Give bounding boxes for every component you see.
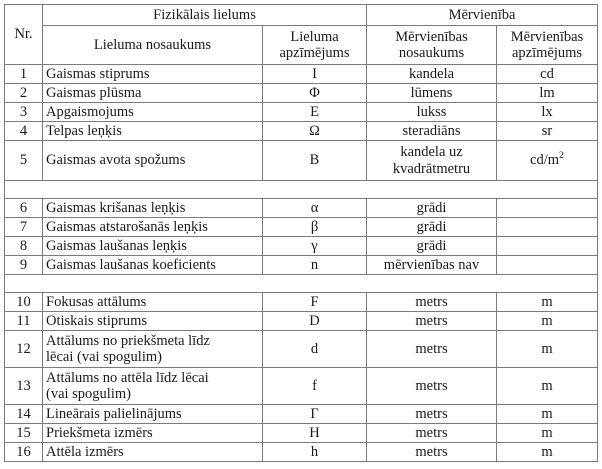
row-unit-symbol: m (497, 443, 598, 462)
row-unit-symbol: lm (497, 84, 598, 103)
row-nr: 16 (5, 443, 43, 462)
row-quantity-symbol: B (263, 141, 367, 181)
row-quantity-name-line1: Attālums no priekšmeta līdz (46, 332, 210, 349)
row-quantity-symbol: γ (263, 237, 367, 256)
table-row (5, 405, 598, 424)
header-unit-symbol (497, 26, 598, 65)
row-quantity-symbol: E (263, 103, 367, 122)
row-nr: 15 (5, 424, 43, 443)
row-quantity-name: Gaismas avota spožums (43, 141, 263, 181)
row-unit-name: metrs (367, 405, 497, 424)
header-unit-name-line2: nosaukums (398, 45, 465, 61)
row-unit-symbol: m (497, 293, 598, 312)
section-spacer-row (5, 275, 598, 293)
row-nr: 1 (5, 65, 43, 84)
row-unit-name (367, 141, 497, 181)
section-spacer-cell (5, 181, 598, 199)
row-unit-name: lukss (367, 103, 497, 122)
row-quantity-name: Apgaismojums (43, 103, 263, 122)
row-quantity-name: Telpas leņķis (43, 122, 263, 141)
row-unit-name: steradiāns (367, 122, 497, 141)
row-unit-name: grādi (367, 199, 497, 218)
row-unit-symbol: m (497, 312, 598, 331)
row-quantity-symbol: H (263, 424, 367, 443)
row-unit-symbol: m (497, 424, 598, 443)
row-unit-symbol-exponent: 2 (559, 150, 564, 162)
table-body (5, 5, 598, 462)
row-unit-name: mērvienības nav (367, 256, 497, 275)
row-quantity-name: Gaismas krišanas leņķis (43, 199, 263, 218)
row-unit-symbol (497, 199, 598, 218)
row-quantity-symbol: Φ (263, 84, 367, 103)
row-unit-symbol: m (497, 405, 598, 424)
table-row (5, 103, 598, 122)
table-row (5, 312, 598, 331)
header-unit-name-line1: Mērvienības (395, 28, 468, 45)
table-row (5, 218, 598, 237)
table-row (5, 424, 598, 443)
row-quantity-name-line2: (vai spogulim) (46, 386, 131, 402)
row-quantity-name-line1: Attālums no attēla līdz lēcai (46, 369, 209, 386)
row-unit-name-line1: kandela uz (400, 144, 463, 161)
row-nr: 3 (5, 103, 43, 122)
row-quantity-name: Gaismas laušanas leņķis (43, 237, 263, 256)
row-unit-name: metrs (367, 293, 497, 312)
row-unit-name: metrs (367, 443, 497, 462)
row-unit-name: lūmens (367, 84, 497, 103)
row-unit-symbol: m (497, 331, 598, 368)
row-unit-symbol: cd (497, 65, 598, 84)
row-unit-name: metrs (367, 312, 497, 331)
header-group-unit: Mērvienība (367, 5, 598, 26)
row-nr: 10 (5, 293, 43, 312)
row-unit-name: grādi (367, 237, 497, 256)
row-unit-symbol (497, 218, 598, 237)
row-unit-symbol: sr (497, 122, 598, 141)
row-unit-name: metrs (367, 331, 497, 368)
header-quantity-symbol-line1: Lieluma (290, 28, 339, 45)
table-row (5, 293, 598, 312)
header-group-physical-quantity: Fizikālais lielums (43, 5, 367, 26)
row-quantity-name: Lineārais palielinājums (43, 405, 263, 424)
header-quantity-symbol (263, 26, 367, 65)
header-nr: Nr. (5, 5, 43, 65)
row-nr: 12 (5, 331, 43, 368)
row-quantity-name: Priekšmeta izmērs (43, 424, 263, 443)
row-quantity-symbol: h (263, 443, 367, 462)
row-unit-name: metrs (367, 368, 497, 405)
table-row (5, 331, 598, 368)
table-row (5, 443, 598, 462)
row-unit-name: grādi (367, 218, 497, 237)
header-quantity-symbol-line2: apzīmējums (279, 45, 350, 61)
row-quantity-name: Gaismas atstarošanās leņķis (43, 218, 263, 237)
row-quantity-symbol: n (263, 256, 367, 275)
table-header-row-columns (5, 26, 598, 65)
header-quantity-name: Lieluma nosaukums (43, 26, 263, 65)
row-quantity-symbol: Ω (263, 122, 367, 141)
row-nr: 4 (5, 122, 43, 141)
table-header-row-groups (5, 5, 598, 26)
table-row (5, 256, 598, 275)
row-nr: 9 (5, 256, 43, 275)
row-quantity-symbol: β (263, 218, 367, 237)
row-nr: 6 (5, 199, 43, 218)
row-unit-name-line2: kvadrātmetru (392, 160, 471, 177)
header-unit-name (367, 26, 497, 65)
row-unit-symbol (497, 256, 598, 275)
table-row (5, 368, 598, 405)
row-quantity-symbol: I (263, 65, 367, 84)
row-quantity-name (43, 368, 263, 405)
row-quantity-name-line2: lēcai (vai spogulim) (46, 349, 162, 365)
physical-quantities-table (4, 4, 598, 462)
row-unit-symbol-base: cd/m (530, 152, 560, 169)
row-nr: 7 (5, 218, 43, 237)
row-quantity-symbol: Γ (263, 405, 367, 424)
row-quantity-name: Gaismas plūsma (43, 84, 263, 103)
row-unit-name: kandela (367, 65, 497, 84)
row-unit-symbol: m (497, 368, 598, 405)
row-quantity-name: Attēla izmērs (43, 443, 263, 462)
row-nr: 5 (5, 141, 43, 181)
row-quantity-name: Otiskais stiprums (43, 312, 263, 331)
table-row (5, 84, 598, 103)
row-unit-symbol (497, 237, 598, 256)
row-unit-symbol (497, 141, 598, 181)
row-nr: 8 (5, 237, 43, 256)
row-quantity-symbol: f (263, 368, 367, 405)
table-row (5, 141, 598, 181)
table-row (5, 237, 598, 256)
table-row (5, 65, 598, 84)
row-quantity-name: Fokusas attālums (43, 293, 263, 312)
row-quantity-name: Gaismas stiprums (43, 65, 263, 84)
row-nr: 13 (5, 368, 43, 405)
table-row (5, 122, 598, 141)
row-quantity-symbol: F (263, 293, 367, 312)
section-spacer-row (5, 181, 598, 199)
row-quantity-symbol: D (263, 312, 367, 331)
row-unit-symbol: lx (497, 103, 598, 122)
row-quantity-name (43, 331, 263, 368)
section-spacer-cell (5, 275, 598, 293)
row-quantity-symbol: d (263, 331, 367, 368)
table-row (5, 199, 598, 218)
row-nr: 2 (5, 84, 43, 103)
row-nr: 11 (5, 312, 43, 331)
row-unit-name: metrs (367, 424, 497, 443)
header-unit-symbol-line1: Mērvienības (510, 28, 584, 45)
row-nr: 14 (5, 405, 43, 424)
header-unit-symbol-line2: apzīmējums (511, 45, 583, 61)
row-quantity-symbol: α (263, 199, 367, 218)
row-quantity-name: Gaismas laušanas koeficients (43, 256, 263, 275)
